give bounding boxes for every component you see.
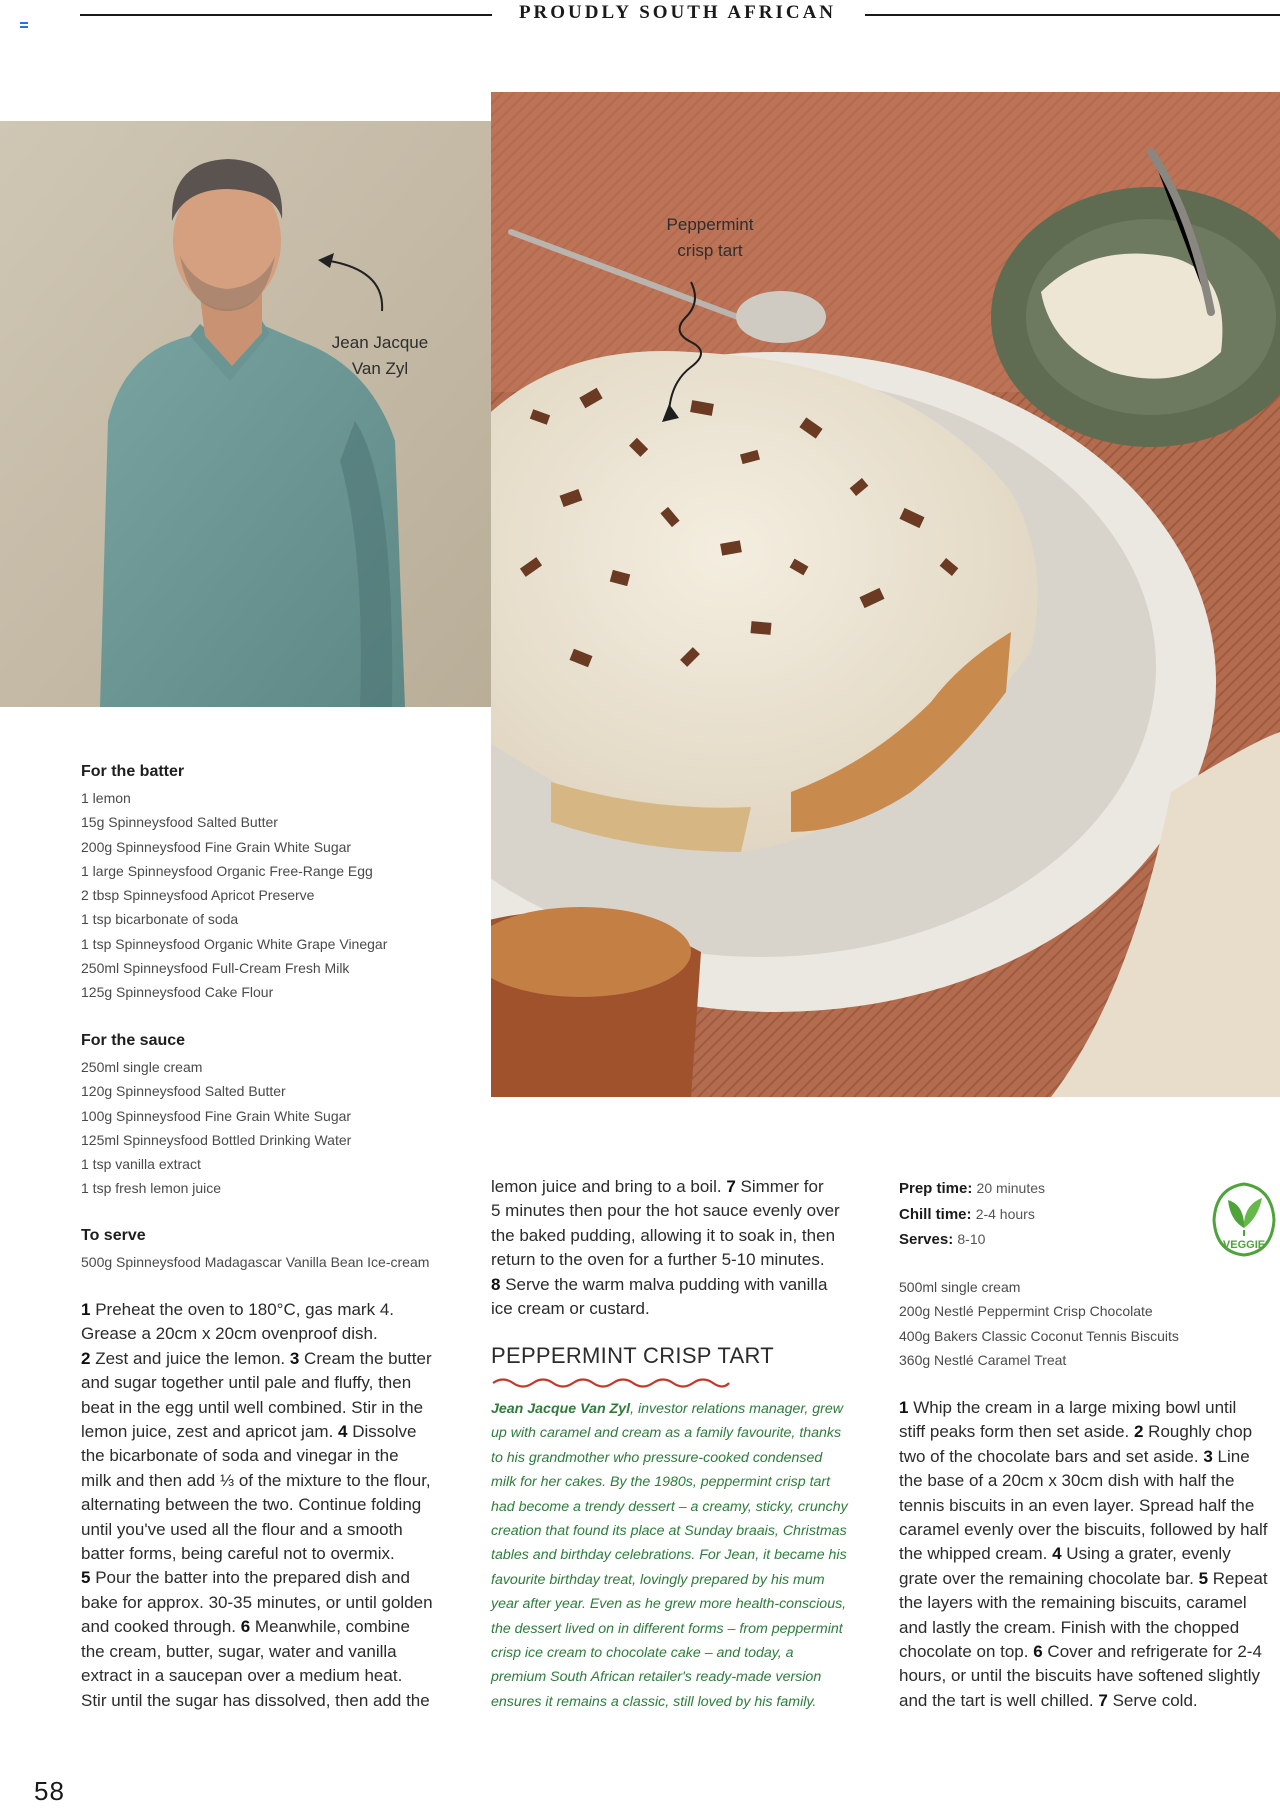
tart-method xyxy=(899,1396,1268,1713)
text-line: and lastly the cream. Finish with the chopped xyxy=(899,1617,1240,1637)
list-item: 1 lemon xyxy=(81,790,131,806)
list-item: 1 tsp bicarbonate of soda xyxy=(81,911,239,928)
text-line: had become a trendy dessert – a creamy, sticky, crunchy xyxy=(491,1498,848,1515)
text-line: return to the oven for a further 5-10 minutes. xyxy=(491,1250,825,1270)
tart-meta xyxy=(899,1176,1045,1253)
text-line: beat in the egg until well combined. Stir in the xyxy=(81,1397,424,1417)
chill-label: Chill time: xyxy=(899,1205,972,1223)
list-item: 400g Bakers Classic Coconut Tennis Biscuits xyxy=(899,1327,1179,1344)
text-line: extract in a saucepan over a medium heat. xyxy=(81,1666,403,1686)
list-item: 200g Nestlé Peppermint Crisp Chocolate xyxy=(899,1303,1153,1320)
tart-title: PEPPERMINT CRISP TART xyxy=(491,1343,774,1368)
text-line: and cooked through. 6 Meanwhile, combine xyxy=(81,1617,410,1637)
dish-caption-line2: crisp tart xyxy=(677,241,743,260)
page-number: 58 xyxy=(34,1776,65,1806)
list-item: 120g Spinneysfood Salted Butter xyxy=(81,1083,286,1100)
text-line: lemon juice, zest and apricot jam. 4 Dissolve xyxy=(81,1422,417,1442)
serves-label: Serves: xyxy=(899,1231,954,1248)
text-line: stiff peaks form then set aside. 2 Roughly chop xyxy=(899,1422,1253,1442)
text-line: grate over the remaining chocolate bar. 5 Repeat xyxy=(899,1568,1268,1588)
text-line: caramel evenly over the biscuits, followed by half xyxy=(899,1520,1268,1540)
text-line: ensures it remains a classic, still loved by his family. xyxy=(491,1693,817,1710)
list-item: 500g Spinneysfood Madagascar Vanilla Bean Ice-cream xyxy=(81,1254,430,1270)
prep-time xyxy=(899,1176,1045,1202)
menu-icon xyxy=(20,22,28,30)
text-line: batter forms, being careful not to overmix. xyxy=(81,1544,395,1564)
serves xyxy=(899,1227,1045,1253)
malva-method-col2 xyxy=(491,1175,840,1321)
prep-value: 20 minutes xyxy=(976,1180,1046,1196)
section-title: PROUDLY SOUTH AFRICAN xyxy=(518,2,837,23)
list-item: 15g Spinneysfood Salted Butter xyxy=(81,814,278,831)
list-item: 100g Spinneysfood Fine Grain White Sugar xyxy=(81,1107,352,1124)
prep-label: Prep time: xyxy=(899,1180,973,1197)
text-line: Stir until the sugar has dissolved, then add the xyxy=(81,1690,430,1710)
text-line: ice cream or custard. xyxy=(491,1299,650,1319)
batter-heading: For the batter xyxy=(81,763,185,780)
veggie-badge-icon xyxy=(1210,1180,1278,1258)
text-line: until you've used all the flour and a smooth xyxy=(81,1519,403,1539)
text-line: hours, or until the biscuits have softened slightly xyxy=(899,1666,1260,1686)
list-item: 1 tsp Spinneysfood Organic White Grape Vinegar xyxy=(81,935,388,952)
text-line: the bicarbonate of soda and vinegar in the xyxy=(81,1446,399,1466)
text-line: the layers with the remaining biscuits, caramel xyxy=(899,1593,1247,1613)
list-item: 1 large Spinneysfood Organic Free-Range Egg xyxy=(81,862,373,879)
text-line: 5 Pour the batter into the prepared dish and xyxy=(81,1568,410,1588)
list-item: 1 tsp fresh lemon juice xyxy=(81,1180,222,1197)
veggie-badge-label: VEGGIE xyxy=(1222,1239,1266,1251)
list-item: 1 tsp vanilla extract xyxy=(81,1156,201,1173)
malva-method-col1 xyxy=(81,1298,433,1713)
text-line: up with caramel and cream as a family favourite, thanks xyxy=(491,1425,842,1442)
sauce-heading: For the sauce xyxy=(81,1032,186,1049)
list-item: 360g Nestlé Caramel Treat xyxy=(899,1351,1067,1368)
text-line: tables and birthday celebrations. For Jean, it became his xyxy=(491,1547,847,1564)
portrait-caption-line2: Van Zyl xyxy=(351,359,409,378)
text-line: 2 Zest and juice the lemon. 3 Cream the butter xyxy=(81,1348,432,1368)
text-line: alternating between the two. Continue folding xyxy=(81,1495,422,1515)
text-line: the cream, butter, sugar, water and vanilla xyxy=(81,1641,397,1661)
serve-list xyxy=(81,1250,429,1274)
chill-value: 2-4 hours xyxy=(975,1205,1035,1222)
dish-caption xyxy=(640,212,780,264)
batter-list xyxy=(81,786,387,1005)
list-item: 125g Spinneysfood Cake Flour xyxy=(81,984,274,1001)
text-line: 8 Serve the warm malva pudding with vanilla xyxy=(491,1274,828,1294)
text-line: milk and then add ⅓ of the mixture to the flour, xyxy=(81,1470,431,1490)
list-item: 200g Spinneysfood Fine Grain White Sugar xyxy=(81,838,352,855)
text-line: year after year. Even as he grew more health-conscious, xyxy=(491,1596,847,1613)
header-rule-left xyxy=(80,14,492,16)
text-line: tennis biscuits in an even layer. Spread half the xyxy=(899,1495,1255,1515)
portrait-caption-line1: Jean Jacque xyxy=(331,333,429,352)
text-line: the baked pudding, allowing it to soak in, then xyxy=(491,1225,836,1245)
text-line: 1 Whip the cream in a large mixing bowl until xyxy=(899,1398,1237,1417)
text-line: favourite birthday treat, lovingly prepared by his mum xyxy=(491,1571,825,1588)
text-line: the whipped cream. 4 Using a grater, evenly xyxy=(899,1544,1231,1564)
header-rule-right xyxy=(865,14,1280,16)
list-item: 250ml single cream xyxy=(81,1059,203,1075)
text-line: lemon juice and bring to a boil. 7 Simmer for xyxy=(491,1177,824,1196)
text-line: bake for approx. 30-35 minutes, or until golden xyxy=(81,1592,433,1612)
list-item: 250ml Spinneysfood Full-Cream Fresh Milk xyxy=(81,960,350,977)
tart-intro xyxy=(491,1397,881,1714)
text-line: Grease a 20cm x 20cm ovenproof dish. xyxy=(81,1324,378,1344)
chill-time xyxy=(899,1202,1045,1228)
text-line: milk for her cakes. By the 1980s, peppermint crisp tart xyxy=(491,1474,831,1491)
text-line: Jean Jacque Van Zyl, investor relations manager, grew xyxy=(491,1401,843,1417)
serve-heading: To serve xyxy=(81,1227,146,1244)
text-line: crisp ice cream to chocolate cake – and today, a xyxy=(491,1645,794,1662)
wavy-underline xyxy=(491,1376,731,1390)
serves-value: 8-10 xyxy=(957,1231,986,1247)
list-item: 2 tbsp Spinneysfood Apricot Preserve xyxy=(81,887,315,904)
text-line: premium South African retailer's ready-made version xyxy=(491,1669,822,1686)
text-line: the base of a 20cm x 30cm dish with half the xyxy=(899,1471,1235,1491)
text-line: 5 minutes then pour the hot sauce evenly over xyxy=(491,1201,840,1221)
dish-caption-line1: Peppermint xyxy=(666,215,754,234)
dish-photo xyxy=(491,92,1280,1097)
text-line: chocolate on top. 6 Cover and refrigerate for 2-4 xyxy=(899,1642,1262,1662)
portrait-caption xyxy=(310,330,450,382)
list-item: 500ml single cream xyxy=(899,1279,1021,1295)
text-line: creation that found its place at Sunday braais, Christmas xyxy=(491,1523,847,1540)
text-line: the dessert lived on in different forms – from peppermint xyxy=(491,1620,843,1637)
text-line: to his grandmother who pressure-cooked condensed xyxy=(491,1449,823,1466)
sauce-list xyxy=(81,1055,351,1201)
portrait-photo xyxy=(0,121,491,707)
text-line: and sugar together until pale and fluffy, then xyxy=(81,1373,412,1393)
text-line: and the tart is well chilled. 7 Serve cold. xyxy=(899,1690,1198,1710)
list-item: 125ml Spinneysfood Bottled Drinking Water xyxy=(81,1131,352,1148)
text-line: 1 Preheat the oven to 180°C, gas mark 4. xyxy=(81,1300,394,1319)
tart-ingredients xyxy=(899,1275,1179,1372)
text-line: two of the chocolate bars and set aside. 3 Line xyxy=(899,1446,1250,1466)
